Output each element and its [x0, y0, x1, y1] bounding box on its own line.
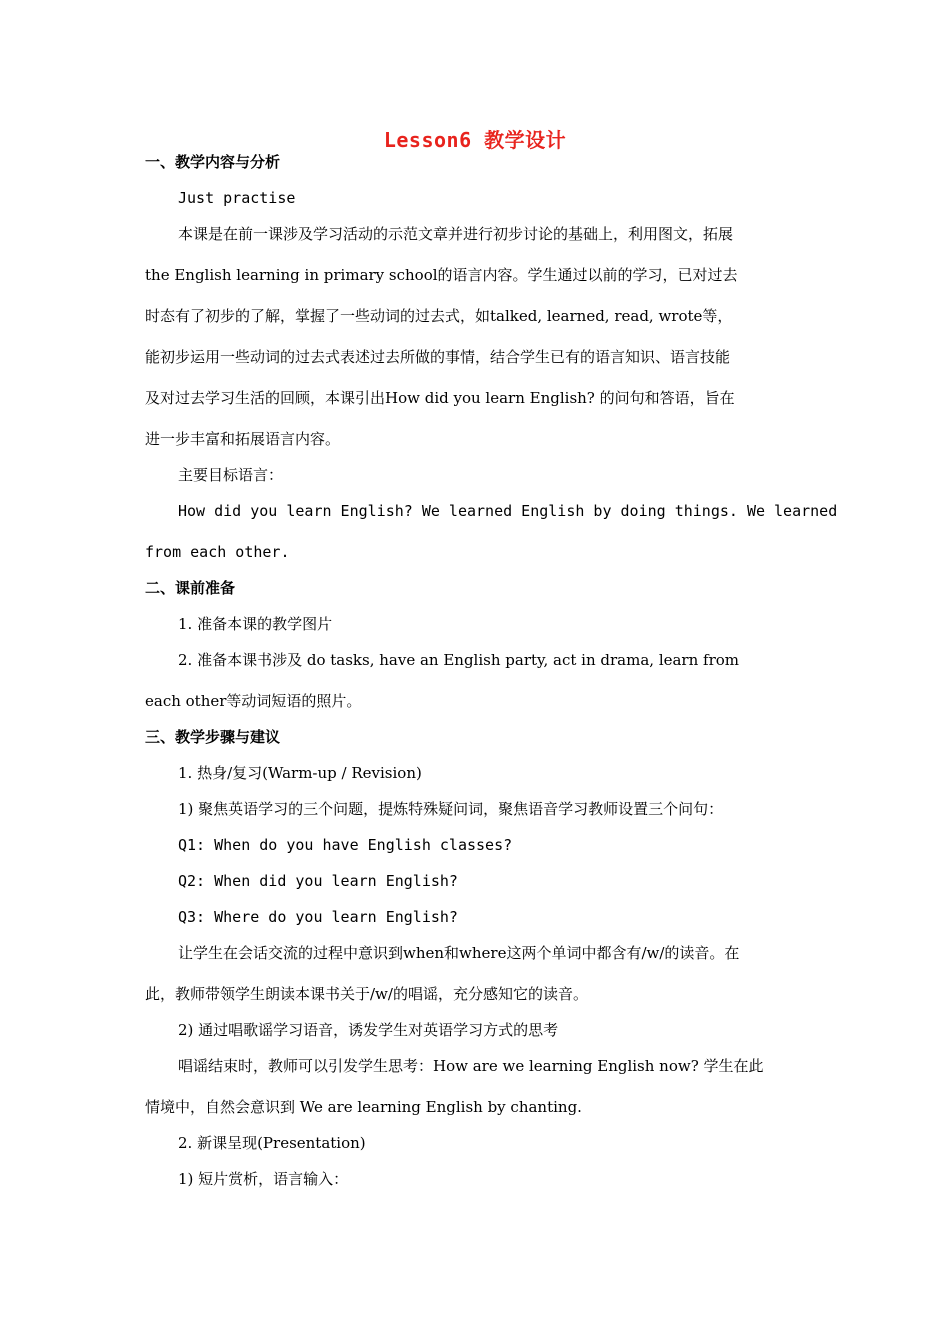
prep-item-continued: each other等动词短语的照片。	[145, 692, 362, 710]
prep-item: 2. 准备本课书涉及 do tasks, have an English party, act in drama, learn from	[178, 651, 740, 669]
paragraph-line: the English learning in primary school的语言内容。学生通过以前的学习，已对过去	[145, 266, 738, 284]
question-line: Q2: When did you learn English?	[178, 872, 458, 890]
substep-line: 2) 通过唱歌谣学习语音，诱发学生对英语学习方式的思考	[178, 1021, 559, 1039]
section-3-heading: 三、教学步骤与建议	[145, 728, 281, 746]
document-title: Lesson6 教学设计	[383, 128, 567, 152]
paragraph-line: 此，教师带领学生朗读本课书关于/w/的唱谣，充分感知它的读音。	[145, 985, 588, 1003]
substep-line: 1) 短片赏析，语言输入：	[178, 1170, 349, 1188]
paragraph-line: 能初步运用一些动词的过去式表述过去所做的事情，结合学生已有的语言知识、语言技能	[145, 348, 731, 366]
prep-item: 1. 准备本课的教学图片	[178, 615, 333, 633]
target-language-line: How did you learn English? We learned English by doing things. We learned	[178, 502, 838, 520]
just-practise-label: Just practise	[178, 189, 296, 207]
paragraph-line: 进一步丰富和拓展语言内容。	[145, 430, 341, 448]
step-heading: 1. 热身/复习(Warm-up / Revision)	[178, 764, 422, 782]
target-language-line: from each other.	[145, 543, 290, 561]
paragraph-line: 本课是在前一课涉及学习活动的示范文章并进行初步讨论的基础上，利用图文，拓展	[178, 225, 734, 243]
substep-line: 1) 聚焦英语学习的三个问题，提炼特殊疑问词，聚焦语音学习教师设置三个问句：	[178, 800, 724, 818]
paragraph-line: 唱谣结束时，教师可以引发学生思考：How are we learning English now? 学生在此	[178, 1057, 764, 1075]
paragraph-line: 情境中，自然会意识到 We are learning English by chanting.	[145, 1098, 582, 1116]
paragraph-line: 及对过去学习生活的回顾，本课引出How did you learn English? 的问句和答语，旨在	[145, 389, 735, 407]
step-heading: 2. 新课呈现(Presentation)	[178, 1134, 366, 1152]
question-line: Q1: When do you have English classes?	[178, 836, 513, 854]
question-line: Q3: Where do you learn English?	[178, 908, 458, 926]
section-2-heading: 二、课前准备	[145, 579, 236, 597]
target-language-label: 主要目标语言：	[178, 466, 284, 484]
paragraph-line: 时态有了初步的了解，掌握了一些动词的过去式，如talked, learned, read, wrote等，	[145, 307, 733, 325]
section-1-heading: 一、教学内容与分析	[145, 153, 281, 171]
paragraph-line: 让学生在会话交流的过程中意识到when和where这两个单词中都含有/w/的读音。在	[178, 944, 740, 962]
